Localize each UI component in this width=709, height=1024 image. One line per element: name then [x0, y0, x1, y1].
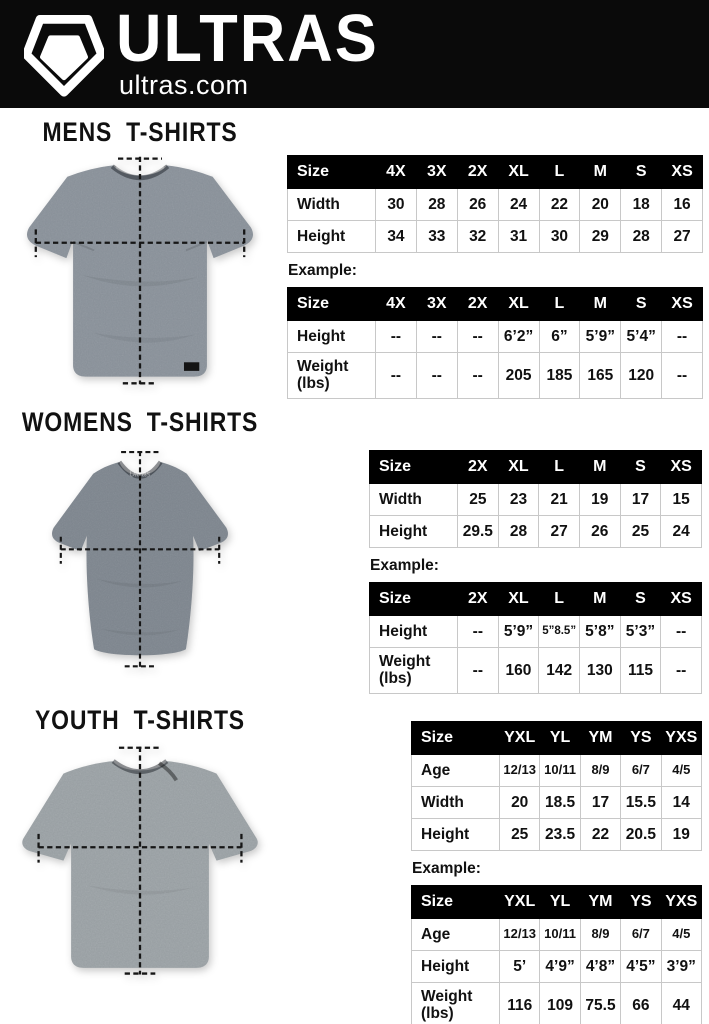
cell-value: 20.5	[621, 819, 661, 851]
womens-tshirt-image	[14, 444, 266, 678]
cell-value: 160	[498, 648, 539, 694]
inner-collar-label: Ultras	[129, 469, 151, 479]
cell-value: 30	[539, 221, 580, 253]
example-label: Example:	[288, 262, 357, 279]
cell-value: 205	[498, 353, 539, 399]
womens-size-table	[369, 450, 702, 548]
size-column-header: YXL	[500, 722, 540, 755]
size-column-header: M	[580, 288, 621, 321]
cell-value: 5’4”	[621, 321, 662, 353]
cell-value: 15	[661, 484, 702, 516]
size-column-header: 2X	[458, 451, 499, 484]
cell-value: 116	[500, 983, 540, 1024]
cell-value: 66	[621, 983, 661, 1024]
row-label: Weight (lbs)	[370, 648, 458, 694]
cell-value: 5’3”	[620, 616, 661, 648]
row-label: Width	[412, 787, 500, 819]
size-column-header: 4X	[376, 156, 417, 189]
cell-value: 165	[580, 353, 621, 399]
cell-value: 27	[662, 221, 703, 253]
youth-tshirt-image	[6, 742, 274, 986]
cell-value: 17	[620, 484, 661, 516]
womens-tables-group	[369, 450, 702, 694]
youth-tables-group	[411, 721, 702, 1024]
youth-example-table	[411, 885, 702, 1024]
size-column-header: XS	[661, 451, 702, 484]
row-label: Weight (lbs)	[412, 983, 500, 1024]
cell-value: 26	[457, 189, 498, 221]
mens-tshirt-image	[6, 151, 274, 390]
site-header	[0, 0, 709, 108]
size-column-header: YM	[580, 722, 620, 755]
womens-example-table	[369, 582, 702, 694]
size-column-header: YXL	[500, 886, 540, 919]
table-row	[288, 221, 703, 253]
cell-value: 6”	[539, 321, 580, 353]
table-row	[370, 616, 702, 648]
table-row	[412, 919, 702, 951]
size-column-header: YXS	[661, 722, 701, 755]
cell-value: 5’8”	[579, 616, 620, 648]
size-column-header: XL	[498, 451, 539, 484]
womens-section-title: WOMENS T-SHIRTS	[21, 407, 259, 437]
mens-tables-group	[287, 155, 703, 399]
table-header-row	[370, 451, 702, 484]
row-label: Width	[370, 484, 458, 516]
size-column-header: 4X	[376, 288, 417, 321]
cell-value: 4’5”	[621, 951, 661, 983]
table-row	[412, 787, 702, 819]
row-label: Height	[412, 951, 500, 983]
cell-value: 24	[661, 516, 702, 548]
size-column-header: M	[580, 156, 621, 189]
cell-value: --	[458, 648, 499, 694]
cell-value: 12/13	[500, 755, 540, 787]
cell-value: 5’	[500, 951, 540, 983]
cell-value: 20	[580, 189, 621, 221]
cell-value: 109	[540, 983, 580, 1024]
table-row	[288, 189, 703, 221]
cell-value: 25	[500, 819, 540, 851]
cell-value: 6/7	[621, 919, 661, 951]
size-column-header: S	[620, 451, 661, 484]
size-column-header: XL	[498, 288, 539, 321]
row-label-header: Size	[288, 288, 376, 321]
cell-value: 32	[457, 221, 498, 253]
cell-value: 8/9	[580, 755, 620, 787]
cell-value: 4/5	[661, 755, 701, 787]
row-label: Width	[288, 189, 376, 221]
size-column-header: YL	[540, 722, 580, 755]
size-column-header: XS	[662, 156, 703, 189]
cell-value: --	[416, 321, 457, 353]
mens-example-table	[287, 287, 703, 399]
size-column-header: YXS	[661, 886, 701, 919]
cell-value: 6/7	[621, 755, 661, 787]
row-label: Height	[412, 819, 500, 851]
cell-value: --	[661, 648, 702, 694]
cell-value: --	[662, 321, 703, 353]
cell-value: 31	[498, 221, 539, 253]
cell-value: 21	[539, 484, 580, 516]
table-row	[370, 516, 702, 548]
cell-value: --	[376, 321, 417, 353]
cell-value: 18	[621, 189, 662, 221]
cell-value: --	[661, 616, 702, 648]
cell-value: 25	[620, 516, 661, 548]
cell-value: 115	[620, 648, 661, 694]
table-row	[288, 353, 703, 399]
table-row	[412, 983, 702, 1024]
mens-size-table	[287, 155, 703, 253]
site-url[interactable]: ultras.com	[119, 69, 249, 100]
table-row	[288, 321, 703, 353]
cell-value: 130	[579, 648, 620, 694]
cell-value: 22	[580, 819, 620, 851]
size-column-header: XL	[498, 156, 539, 189]
cell-value: --	[457, 353, 498, 399]
cell-value: 25	[458, 484, 499, 516]
cell-value: 28	[498, 516, 539, 548]
cell-value: 28	[416, 189, 457, 221]
youth-section-title: YOUTH T-SHIRTS	[35, 705, 245, 735]
cell-value: 5”8.5”	[539, 616, 580, 648]
table-row	[412, 819, 702, 851]
row-label: Height	[288, 321, 376, 353]
cell-value: 29.5	[458, 516, 499, 548]
cell-value: --	[458, 616, 499, 648]
cell-value: 3’9”	[661, 951, 701, 983]
brand-logo[interactable]	[24, 1, 379, 101]
row-label-header: Size	[370, 451, 458, 484]
table-header-row	[288, 288, 703, 321]
size-column-header: XL	[498, 583, 539, 616]
pentagon-logo-icon	[24, 7, 104, 99]
size-column-header: YM	[580, 886, 620, 919]
cell-value: 10/11	[540, 919, 580, 951]
table-row	[370, 484, 702, 516]
mens-section-title: MENS T-SHIRTS	[42, 117, 238, 147]
cell-value: 16	[662, 189, 703, 221]
size-column-header: 2X	[457, 288, 498, 321]
row-label-header: Size	[412, 722, 500, 755]
cell-value: 15.5	[621, 787, 661, 819]
size-column-header: 3X	[416, 156, 457, 189]
size-column-header: S	[621, 156, 662, 189]
size-column-header: 2X	[457, 156, 498, 189]
brand-name: ULTRAS	[116, 1, 379, 77]
cell-value: 34	[376, 221, 417, 253]
cell-value: 5’9”	[580, 321, 621, 353]
cell-value: 6’2”	[498, 321, 539, 353]
size-column-header: 2X	[458, 583, 499, 616]
cell-value: --	[457, 321, 498, 353]
row-label: Age	[412, 755, 500, 787]
cell-value: 28	[621, 221, 662, 253]
cell-value: --	[416, 353, 457, 399]
size-column-header: L	[539, 583, 580, 616]
size-column-header: L	[539, 288, 580, 321]
cell-value: 185	[539, 353, 580, 399]
example-label: Example:	[412, 860, 481, 877]
cell-value: --	[662, 353, 703, 399]
cell-value: 44	[661, 983, 701, 1024]
cell-value: 24	[498, 189, 539, 221]
table-header-row	[412, 886, 702, 919]
size-column-header: M	[579, 583, 620, 616]
table-row	[412, 755, 702, 787]
youth-size-table	[411, 721, 702, 851]
size-column-header: M	[579, 451, 620, 484]
cell-value: 12/13	[500, 919, 540, 951]
cell-value: 8/9	[580, 919, 620, 951]
cell-value: 19	[579, 484, 620, 516]
cell-value: 30	[376, 189, 417, 221]
row-label: Height	[288, 221, 376, 253]
row-label-header: Size	[370, 583, 458, 616]
cell-value: 27	[539, 516, 580, 548]
table-row	[412, 951, 702, 983]
cell-value: 142	[539, 648, 580, 694]
cell-value: 4’9”	[540, 951, 580, 983]
cell-value: 23	[498, 484, 539, 516]
cell-value: 14	[661, 787, 701, 819]
cell-value: 5’9”	[498, 616, 539, 648]
row-label: Height	[370, 516, 458, 548]
row-label: Weight (lbs)	[288, 353, 376, 399]
cell-value: 4/5	[661, 919, 701, 951]
size-column-header: XS	[661, 583, 702, 616]
cell-value: 20	[500, 787, 540, 819]
size-column-header: S	[621, 288, 662, 321]
row-label-header: Size	[412, 886, 500, 919]
cell-value: 29	[580, 221, 621, 253]
cell-value: 75.5	[580, 983, 620, 1024]
cell-value: 26	[579, 516, 620, 548]
example-label: Example:	[370, 557, 439, 574]
table-row	[370, 648, 702, 694]
table-header-row	[288, 156, 703, 189]
cell-value: 10/11	[540, 755, 580, 787]
row-label-header: Size	[288, 156, 376, 189]
size-column-header: L	[539, 156, 580, 189]
cell-value: 120	[621, 353, 662, 399]
size-column-header: YS	[621, 886, 661, 919]
cell-value: 22	[539, 189, 580, 221]
size-column-header: YS	[621, 722, 661, 755]
table-header-row	[412, 722, 702, 755]
shirt-hem-tag	[184, 362, 199, 371]
cell-value: 33	[416, 221, 457, 253]
row-label: Age	[412, 919, 500, 951]
size-column-header: XS	[662, 288, 703, 321]
cell-value: 23.5	[540, 819, 580, 851]
cell-value: 19	[661, 819, 701, 851]
size-column-header: 3X	[416, 288, 457, 321]
size-column-header: L	[539, 451, 580, 484]
row-label: Height	[370, 616, 458, 648]
cell-value: --	[376, 353, 417, 399]
table-header-row	[370, 583, 702, 616]
size-column-header: S	[620, 583, 661, 616]
cell-value: 17	[580, 787, 620, 819]
cell-value: 4’8”	[580, 951, 620, 983]
cell-value: 18.5	[540, 787, 580, 819]
size-column-header: YL	[540, 886, 580, 919]
